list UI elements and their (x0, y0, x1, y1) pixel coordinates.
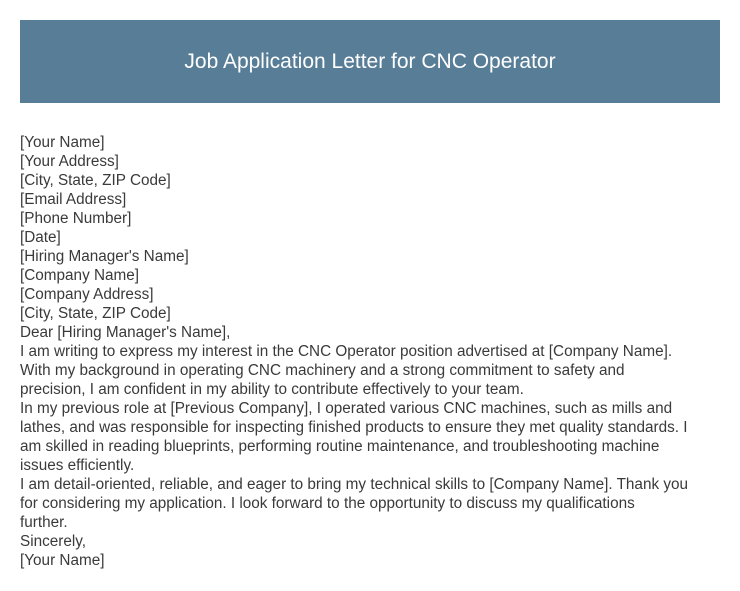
page-title: Job Application Letter for CNC Operator (184, 49, 556, 73)
sender-city: [City, State, ZIP Code] (20, 172, 171, 189)
sender-name: [Your Name] (20, 134, 105, 151)
paragraph-line: am skilled in reading blueprints, performing routine maintenance, and troubleshooting machine (20, 438, 660, 455)
title-banner (20, 20, 720, 103)
paragraph-line: for considering my application. I look forward to the opportunity to discuss my qualifications (20, 495, 635, 512)
recipient-company: [Company Name] (20, 267, 140, 284)
recipient-address: [Company Address] (20, 286, 154, 303)
sender-phone: [Phone Number] (20, 210, 132, 227)
recipient-city: [City, State, ZIP Code] (20, 305, 171, 322)
paragraph-line: I am detail-oriented, reliable, and eager to bring my technical skills to [Company Name]. Thank you (20, 476, 689, 493)
letter-date: [Date] (20, 229, 61, 246)
paragraph-line: In my previous role at [Previous Company], I operated various CNC machines, such as mills and (20, 400, 673, 417)
paragraph-line: further. (20, 514, 68, 531)
paragraph-line: I am writing to express my interest in the CNC Operator position advertised at [Company Name]. (20, 343, 673, 360)
sender-email: [Email Address] (20, 191, 127, 208)
recipient-name: [Hiring Manager's Name] (20, 248, 189, 265)
paragraph-line: issues efficiently. (20, 457, 135, 474)
closing: Sincerely, (20, 533, 87, 550)
sender-address: [Your Address] (20, 153, 119, 170)
paragraph-line: With my background in operating CNC machinery and a strong commitment to safety and (20, 362, 625, 379)
paragraph-line: lathes, and was responsible for inspecting finished products to ensure they met quality standards. I (20, 419, 688, 436)
signature-name: [Your Name] (20, 552, 105, 569)
salutation: Dear [Hiring Manager's Name], (20, 324, 231, 341)
paragraph-line: precision, I am confident in my ability to contribute effectively to your team. (20, 381, 524, 398)
letter-body (20, 133, 725, 570)
